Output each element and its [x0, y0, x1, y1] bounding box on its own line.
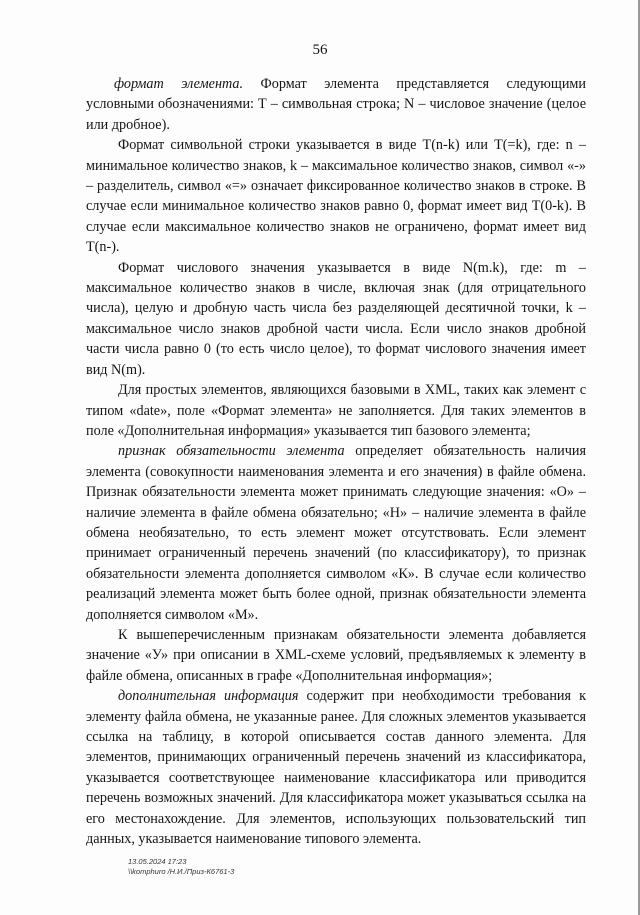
- paragraph-text: Формат элемента представляется следующими условными обозначениями: Т – символьная строка; N – числовое значение (целое или дробное).: [86, 76, 586, 133]
- paragraph-text: К вышеперечисленным признакам обязательности элемента добавляется значение «У» при описании в XML-схеме условий, предъявляемых к элементу в файле обмена, описанных в графе «Дополнительная информация»;: [86, 626, 586, 684]
- paragraph-additional-info: [86, 686, 586, 849]
- paragraph-text: содержит при необходимости требования к элементу файла обмена, не указанные ранее. Для сложных элементов указывается ссылка на таблицу, в которой описывается состав данного элемента. Для элементов, принимающих ограниченный перечень значений из классификатора, указывается соответствующее наименование классификатора или приводится перечень возможных значений. Для классификатора может указываться ссылка на его местонахождение. Для элементов, использующих пользовательский тип данных, указывается наименование типового элемента.: [86, 688, 586, 848]
- print-footer: [128, 857, 234, 877]
- term-required-flag: признак обязательности элемента: [118, 443, 345, 460]
- paragraph-simple-elements: [86, 380, 586, 441]
- paragraph-text: Формат символьной строки указывается в виде T(n-k) или T(=k), где: n – минимальное количество знаков, k – максимальное количество знаков, символ «-» – разделитель, символ «=» означает фиксированное количество знаков в строке. В случае если минимальное количество знаков равно 0, формат имеет вид T(0-k). В случае если максимальное количество знаков не ограничено, формат имеет вид T(n-).: [86, 137, 586, 256]
- paragraph-u-flag: [86, 625, 586, 686]
- term-additional-info: дополнительная информация: [118, 688, 299, 705]
- paragraph-text: Формат числового значения указывается в виде N(m.k), где: m – максимальное количество знаков в числе, включая знак (для отрицательного числа), целую и дробную часть числа без разделяющей десятичной точки, k – максимальное число знаков дробной части числа. Если число знаков дробной части числа равно 0 (то есть число целое), то формат числового значения имеет вид N(m).: [86, 259, 586, 378]
- term-element-format: формат элемента.: [114, 76, 244, 92]
- paragraph-number-format: [86, 258, 586, 380]
- paragraph-element-format: [86, 74, 586, 135]
- paragraph-text: Для простых элементов, являющихся базовыми в XML, таких как элемент с типом «date», поле «Формат элемента» не заполняется. Для таких элементов в поле «Дополнительная информация» указывается тип базового элемента;: [86, 382, 586, 439]
- print-path: \\komphuro /Н.И./Приз-К6761-3: [128, 867, 235, 876]
- paragraph-required-flag: [86, 441, 586, 625]
- paragraph-text: определяет обязательность наличия элемента (совокупности наименования элемента и его значения) в файле обмена. Признак обязательности элемента может принимать следующие значения: «О» – наличие элемента в файле обмена обязательно; «Н» – наличие элемента в файле обмена необязательно, то есть элемент может отсутствовать. Если элемент принимает ограниченный перечень значений (по классификатору), то признак обязательности элемента дополняется символом «К». В случае если количество реализаций элемента может быть более одной, признак обязательности элемента дополняется символом «М».: [86, 443, 586, 623]
- print-timestamp: 13.05.2024 17:23: [128, 857, 187, 866]
- paragraph-string-format: [86, 135, 586, 257]
- page-number: 56: [312, 42, 328, 58]
- page-body: [86, 74, 586, 849]
